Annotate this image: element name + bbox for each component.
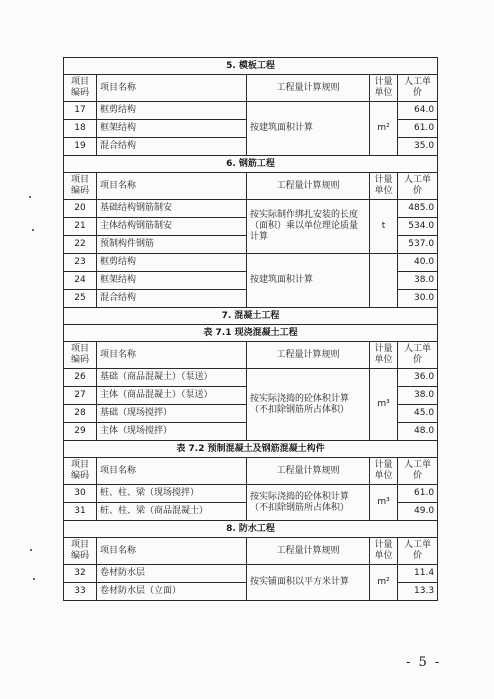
header-price: 人工单价 — [398, 342, 438, 369]
row-code: 27 — [64, 387, 97, 405]
row-name: 卷材防水层 — [97, 565, 247, 583]
header-price: 人工单价 — [398, 75, 438, 102]
row-price: 61.0 — [398, 485, 438, 503]
row-code: 20 — [64, 200, 97, 218]
section-subtitle: 表 7.1 现浇混凝土工程 — [64, 325, 438, 342]
section-title: 7. 混凝土工程 — [64, 308, 438, 325]
row-code: 28 — [64, 405, 97, 423]
scan-speck — [29, 196, 31, 198]
header-rule: 工程量计算规则 — [247, 458, 370, 485]
section-title: 6. 钢筋工程 — [64, 156, 438, 173]
row-code: 32 — [64, 565, 97, 583]
row-code: 24 — [64, 272, 97, 290]
row-name: 基础结构钢筋制安 — [97, 200, 247, 218]
row-price: 48.0 — [398, 423, 438, 441]
row-rule: 按建筑面积计算 — [247, 102, 370, 156]
header-code: 项目编码 — [64, 173, 97, 200]
row-name: 混合结构 — [97, 138, 247, 156]
row-name: 桩、柱、梁（商品混凝土） — [97, 503, 247, 521]
row-price: 537.0 — [398, 236, 438, 254]
row-price: 11.4 — [398, 565, 438, 583]
row-price: 40.0 — [398, 254, 438, 272]
row-name: 主体结构钢筋制安 — [97, 218, 247, 236]
row-rule: 按实际浇捣的砼体积计算（不扣除钢筋所占体积） — [247, 485, 370, 521]
header-rule: 工程量计算规则 — [247, 538, 370, 565]
header-unit: 计量单位 — [370, 173, 398, 200]
row-code: 23 — [64, 254, 97, 272]
row-name: 基础（商品混凝土）（泵送） — [97, 369, 247, 387]
header-unit: 计量单位 — [370, 342, 398, 369]
row-name: 桩、柱、梁（现场搅拌） — [97, 485, 247, 503]
row-price: 49.0 — [398, 503, 438, 521]
row-name: 主体（现场搅拌） — [97, 423, 247, 441]
header-price: 人工单价 — [398, 458, 438, 485]
row-code: 25 — [64, 290, 97, 308]
row-code: 17 — [64, 102, 97, 120]
row-name: 基础（现场搅拌） — [97, 405, 247, 423]
header-unit: 计量单位 — [370, 458, 398, 485]
section-subtitle: 表 7.2 预制混凝土及钢筋混凝土构件 — [64, 441, 438, 458]
row-unit: t — [370, 200, 398, 254]
header-rule: 工程量计算规则 — [247, 342, 370, 369]
row-price: 35.0 — [398, 138, 438, 156]
row-code: 22 — [64, 236, 97, 254]
header-name: 项目名称 — [97, 342, 247, 369]
row-code: 18 — [64, 120, 97, 138]
row-price: 45.0 — [398, 405, 438, 423]
row-name: 卷材防水层（立面） — [97, 583, 247, 601]
header-unit: 计量单位 — [370, 75, 398, 102]
row-name: 主体（商品混凝土）（泵送） — [97, 387, 247, 405]
row-rule: 按建筑面积计算 — [247, 254, 370, 308]
row-price: 13.3 — [398, 583, 438, 601]
header-name: 项目名称 — [97, 75, 247, 102]
page-number: - 5 - — [406, 655, 442, 670]
header-rule: 工程量计算规则 — [247, 173, 370, 200]
row-name: 混合结构 — [97, 290, 247, 308]
row-code: 19 — [64, 138, 97, 156]
row-unit: m³ — [370, 369, 398, 441]
header-price: 人工单价 — [398, 173, 438, 200]
section-title: 5. 模板工程 — [64, 58, 438, 75]
row-rule: 按实铺面积以平方米计算 — [247, 565, 370, 601]
row-price: 64.0 — [398, 102, 438, 120]
header-code: 项目编码 — [64, 75, 97, 102]
header-name: 项目名称 — [97, 538, 247, 565]
header-code: 项目编码 — [64, 538, 97, 565]
row-price: 30.0 — [398, 290, 438, 308]
row-price: 38.0 — [398, 272, 438, 290]
row-name: 框架结构 — [97, 272, 247, 290]
row-unit — [370, 254, 398, 308]
scan-speck — [32, 229, 34, 231]
row-code: 33 — [64, 583, 97, 601]
row-unit: m³ — [370, 485, 398, 521]
header-price: 人工单价 — [398, 538, 438, 565]
row-code: 21 — [64, 218, 97, 236]
scan-speck — [33, 578, 35, 580]
row-rule: 按实际制作绑扎安装的长度（面积）乘以单位理论质量计算 — [247, 200, 370, 254]
scan-speck — [30, 549, 32, 551]
row-rule: 按实际浇捣的砼体积计算（不扣除钢筋所占体积） — [247, 369, 370, 441]
row-name: 框架结构 — [97, 120, 247, 138]
header-code: 项目编码 — [64, 458, 97, 485]
row-name: 预制构件钢筋 — [97, 236, 247, 254]
section-title: 8. 防水工程 — [64, 521, 438, 538]
header-unit: 计量单位 — [370, 538, 398, 565]
header-name: 项目名称 — [97, 173, 247, 200]
row-price: 534.0 — [398, 218, 438, 236]
row-code: 26 — [64, 369, 97, 387]
row-unit: m² — [370, 102, 398, 156]
header-rule: 工程量计算规则 — [247, 75, 370, 102]
row-price: 61.0 — [398, 120, 438, 138]
row-code: 31 — [64, 503, 97, 521]
row-name: 框剪结构 — [97, 102, 247, 120]
labor-price-table — [63, 57, 438, 601]
row-name: 框剪结构 — [97, 254, 247, 272]
row-code: 30 — [64, 485, 97, 503]
row-unit: m² — [370, 565, 398, 601]
row-price: 485.0 — [398, 200, 438, 218]
header-name: 项目名称 — [97, 458, 247, 485]
header-code: 项目编码 — [64, 342, 97, 369]
row-price: 38.0 — [398, 387, 438, 405]
row-price: 36.0 — [398, 369, 438, 387]
row-code: 29 — [64, 423, 97, 441]
